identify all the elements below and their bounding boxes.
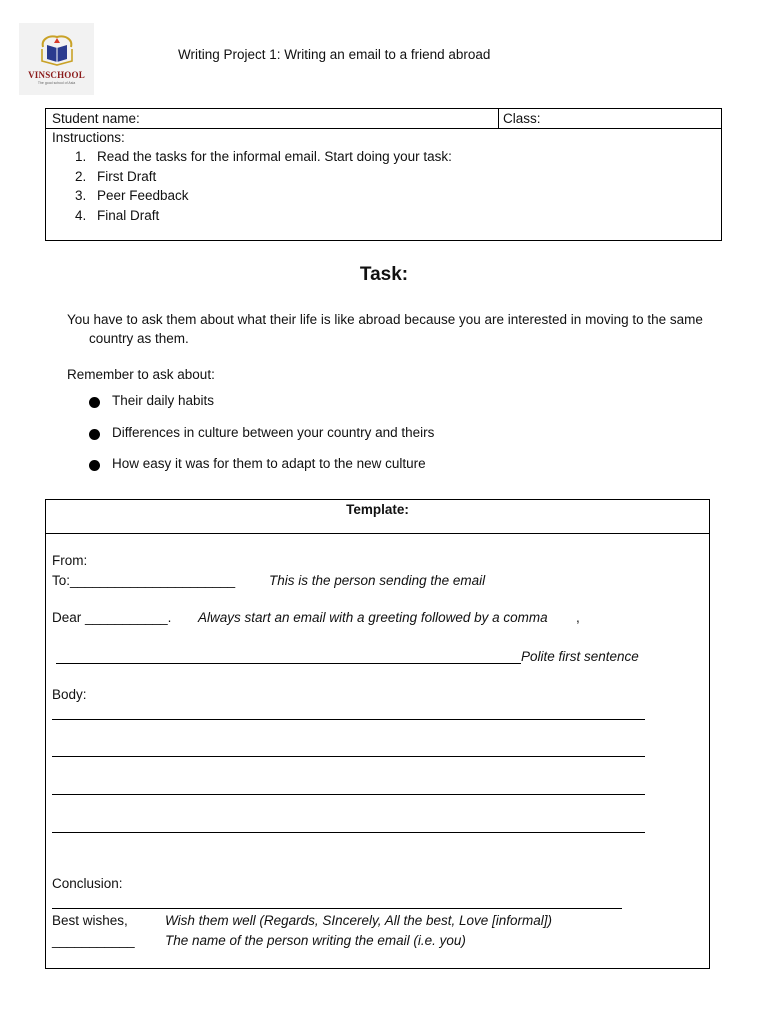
body-line-2[interactable] [52, 756, 645, 757]
body-line-1[interactable] [52, 719, 645, 720]
body-line-3[interactable] [52, 794, 645, 795]
logo-tagline: The good school of Asia [37, 81, 76, 85]
bullet-icon [89, 460, 100, 471]
list-item: 2. First Draft [75, 168, 157, 184]
list-item: 3. Peer Feedback [75, 188, 189, 203]
sign-off-label: Best wishes, [52, 913, 128, 928]
cell-divider [498, 109, 499, 128]
instructions-label: Instructions: [52, 130, 125, 145]
bullet-icon [89, 429, 100, 440]
remember-label: Remember to ask about: [67, 367, 215, 382]
list-item: Their daily habits [89, 393, 434, 425]
body-label: Body: [52, 687, 87, 702]
list-item: Differences in culture between your country and theirs [89, 425, 434, 457]
book-crest-icon [37, 33, 77, 69]
class-field[interactable]: Class: [503, 111, 541, 126]
student-info-row [46, 109, 721, 129]
signature-field[interactable]: ___________ [52, 933, 135, 948]
template-header [46, 500, 709, 534]
list-item: 4. Final Draft [75, 207, 160, 223]
student-info-table [45, 108, 722, 241]
body-line-4[interactable] [52, 832, 645, 833]
sign-off-note: Wish them well (Regards, SIncerely, All the best, Love [informal]) [165, 913, 553, 928]
school-logo [19, 23, 94, 95]
list-item: How easy it was for them to adapt to the new culture [89, 456, 434, 488]
first-sentence-line[interactable] [56, 663, 521, 664]
task-paragraph: You have to ask them about what their life is like abroad because you are interested in moving to the same country as them. [67, 312, 703, 346]
student-name-field[interactable]: Student name: [52, 111, 140, 126]
task-heading: Task: [359, 264, 409, 285]
to-field[interactable]: To:______________________ [52, 573, 236, 588]
list-item: 1. Read the tasks for the informal email. Start doing your task: [75, 149, 452, 164]
instructions-list [75, 149, 452, 227]
topics-list [89, 393, 434, 488]
signature-note: The name of the person writing the email (i.e. you) [165, 933, 466, 948]
logo-wordmark: VINSCHOOL [28, 70, 85, 80]
bullet-icon [89, 397, 100, 408]
conclusion-line[interactable] [52, 908, 622, 909]
greeting-comma: , [576, 610, 580, 625]
email-template-box [45, 499, 710, 969]
from-field[interactable]: From: [52, 553, 88, 568]
greeting-field[interactable]: Dear ___________. [52, 610, 172, 625]
template-title: Template: [346, 502, 409, 517]
conclusion-label: Conclusion: [52, 876, 123, 891]
to-note: This is the person sending the email [269, 573, 486, 588]
greeting-note: Always start an email with a greeting followed by a comma [198, 610, 548, 625]
document-title: Writing Project 1: Writing an email to a friend abroad [178, 47, 491, 62]
polite-note: Polite first sentence [521, 649, 639, 664]
